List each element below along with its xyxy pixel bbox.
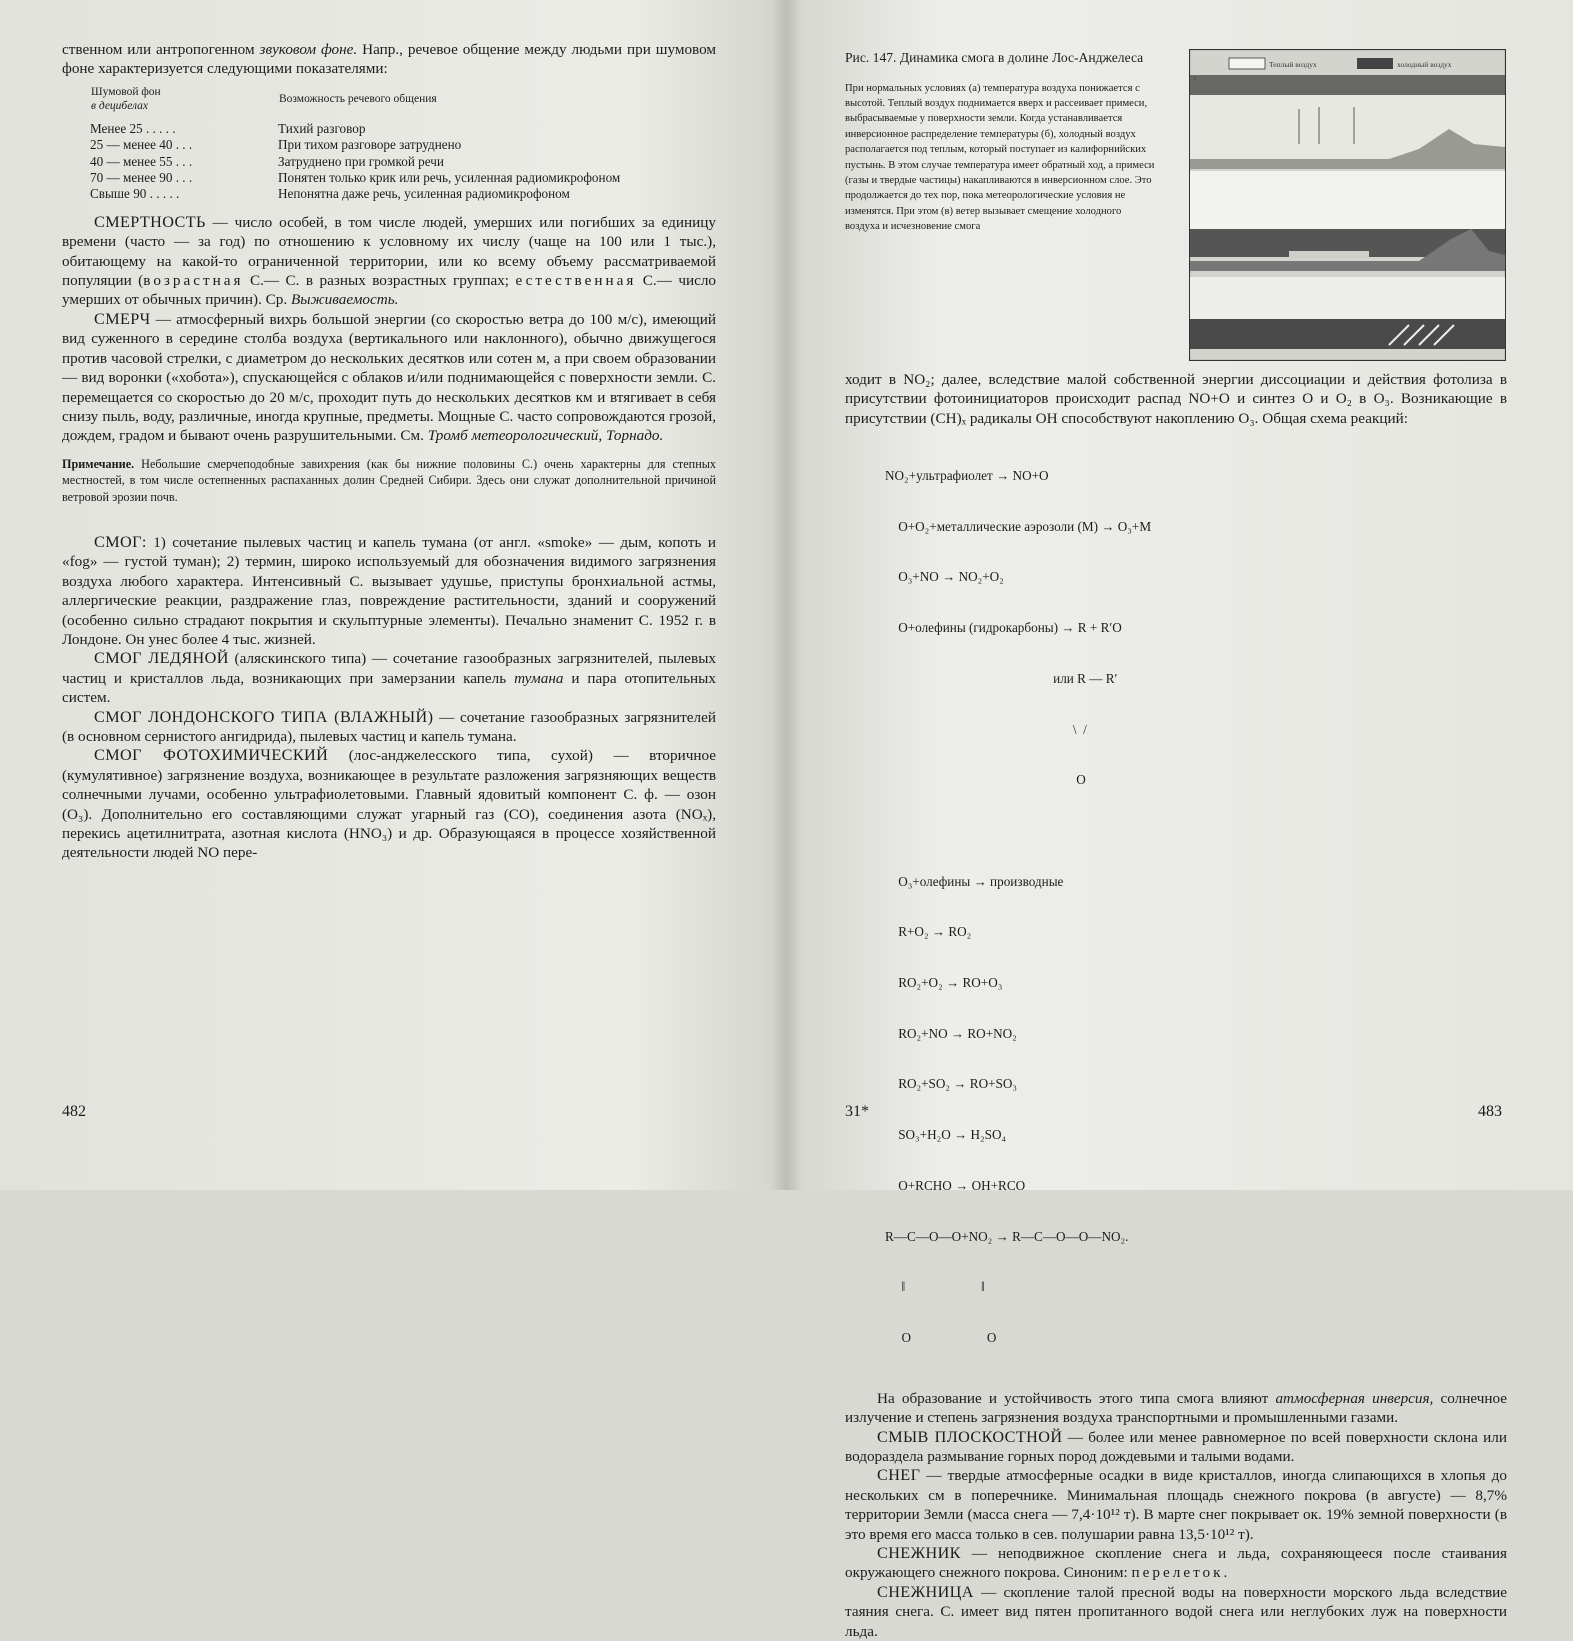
entry-smog-photo: СМОГ ФОТОХИМИЧЕСКИЙ (лос-анджелесского типа, сухой) — вторичное (кумулятивное) загрязнение воздуха, возникающее в результате разложения загрязняющих веществ солнечными лучами, особенно ультрафиолетовыми. Главный ядовитый компонент С. ф. — озон (O₃). Дополнительно его составляющими служат угарный газ (CO), соединения азота (NOₓ), перекись ацетилнитрата, азотная кислота (HNO₃) и др. Образующаяся в процессе хозяйственной деятельности людей NO пере-	[62, 746, 716, 862]
reaction-line: R+O₂ → RO₂	[885, 924, 972, 940]
page-number-left: 482	[62, 1103, 86, 1120]
reaction-line: RO₂+SO₂ → RO+SO₃	[885, 1076, 1017, 1092]
signature-mark: 31*	[845, 1103, 869, 1120]
entry-smog-ice: СМОГ ЛЕДЯНОЙ (аляскинского типа) — сочетание газообразных загрязнителей, пылевых частиц и кристаллов льда, возникающих при замерзании капель тумана и пара отопительных систем.	[62, 649, 716, 707]
figure-title: Рис. 147. Динамика смога в долине Лос-Анджелеса	[845, 50, 1144, 65]
inversion-paragraph: На образование и устойчивость этого типа смога влияют атмосферная инверсия, солнечное излучение и степень загрязнения воздуха транспортными и промышленными газами.	[845, 1389, 1507, 1427]
reaction-line: O O	[885, 1329, 997, 1345]
right-page	[845, 40, 1507, 1641]
entry-smog: СМОГ: 1) сочетание пылевых частиц и капель тумана (от англ. «smoke» — дым, копоть и «fog» — густой туман); 2) термин, широко используемый для обозначения видимого загрязнения воздуха любого характера. Интенсивный С. вызывает удушье, приступы бронхиальной астмы, аллергические реакции, раздражение глаз, повреждение растительности, зданий и сооружений (особенно сильно страдают покрытия и скульптурные элементы). Печально знаменит С. 1952 г. в Лондоне. Он унес более 4 тыс. жизней.	[62, 532, 716, 648]
entry-smog-london: СМОГ ЛОНДОНСКОГО ТИПА (ВЛАЖНЫЙ) — сочетание газообразных загрязнителей (в основном сернистого ангидрида), пылевых частиц и капель тумана.	[62, 707, 716, 745]
entry-sneznica: СНЕЖНИЦА — скопление талой пресной воды на поверхности морского льда вследствие таяния снега. С. имеет вид пятен пропитанного водой снега или неглубоких луж на поверхности льда.	[845, 1582, 1507, 1640]
reaction-line: NO₂+ультрафиолет → NO+O	[885, 468, 1049, 484]
reaction-intro: ходит в NO₂; далее, вследствие малой собственной энергии диссоциации и действия фотолиза в присутствии фотоинициаторов происходит распад NO+O и синтез O и O₂ в O₃. Возникающие в присутствии (CH)ₓ радикалы OH способствуют накоплению O₃. Общая схема реакций:	[845, 371, 1507, 427]
table-header-level: Шумовой фон в децибелах	[91, 85, 161, 112]
reaction-line: SO₃+H₂O → H₂SO₄	[885, 1127, 1007, 1143]
reaction-line: или R — R′	[885, 670, 1118, 686]
noise-table	[90, 84, 744, 203]
figure-caption	[845, 50, 1157, 235]
smog-dynamics-figure	[1189, 49, 1506, 361]
reaction-line: ‖ ‖	[885, 1279, 985, 1295]
figure-description: При нормальных условиях (а) температура воздуха понижается с высотой. Теплый воздух поднимается вверх и рассеивает примеси, выбрасываемые у поверхности земли. Когда устанавливается инверсионное распределение температуры (б), холодный воздух располагается под теплым, который поступает из калифорнийских пустынь. В этом случае температура имеет обратный ход, а примеси (газы и твердые частицы) накапливаются в инверсионном слое. Это продолжается до тех пор, пока метеорологические условия не изменятся. При этом (в) ветер вызывает смещение холодного воздуха и исчезновение смога	[845, 82, 1155, 233]
reaction-line	[885, 823, 1507, 840]
legend-warm-swatch	[1229, 58, 1265, 69]
intro-paragraph: ственном или антропогенном звуковом фоне. Напр., речевое общение между людьми при шумовом фоне характеризуется следующими показателями:	[62, 41, 717, 78]
left-page	[62, 40, 716, 863]
reaction-line: O₃+олефины → производные	[885, 873, 1064, 889]
figure-block	[845, 40, 1507, 370]
reaction-line: RO₂+O₂ → RO+O₃	[885, 975, 1003, 991]
reaction-line: R—C—O—O+NO₂ → R—C—O—O—NO₂.	[885, 1228, 1129, 1244]
note-paragraph: Примечание. Небольшие смерчеподобные завихрения (как бы нижние половины С.) очень характерны для степных местностей, в том числе остепненных распаханных долин Средней Сибири. Здесь они служат дополнительной причиной ветровой эрозии почв.	[62, 456, 716, 504]
legend-cold-label: холодный воздух	[1397, 60, 1452, 69]
reaction-line: RO₂+NO → RO+NO₂	[885, 1025, 1017, 1041]
table-row: Менее 25 . . . . . Тихий разговор	[90, 120, 366, 136]
reaction-line: O	[885, 772, 1086, 788]
reaction-line: O+олефины (гидрокарбоны) → R + R′O	[885, 620, 1122, 636]
table-row: 25 — менее 40 . . . При тихом разговоре затруднено	[90, 137, 462, 153]
legend-warm-label: Теплый воздух	[1269, 60, 1317, 69]
reaction-line: \ /	[885, 721, 1087, 737]
table-row: Свыше 90 . . . . . Непонятна даже речь, усиленная радиомикрофоном	[90, 186, 570, 202]
reaction-scheme	[885, 434, 1507, 1380]
reaction-line: O+RCHO → OH+RCO	[885, 1177, 1026, 1193]
reaction-line: O+O₂+металлические аэрозоли (M) → O₃+M	[885, 518, 1152, 534]
entry-smyv: СМЫВ ПЛОСКОСТНОЙ — более или менее равномерное по всей поверхности склона или водораздела размывание горных пород дождевыми и талыми водами.	[845, 1427, 1507, 1465]
table-row: 70 — менее 90 . . . Понятен только крик или речь, усиленная радиомикрофоном	[90, 170, 621, 186]
reaction-line: O₃+NO → NO₂+O₂	[885, 569, 1004, 585]
page-number-right: 483	[1478, 1103, 1502, 1120]
table-header-effect: Возможность речевого общения	[279, 92, 437, 105]
table-row: 40 — менее 55 . . . Затруднено при громкой речи	[90, 153, 444, 169]
legend-cold-swatch	[1357, 58, 1393, 69]
entry-sneg: СНЕГ — твердые атмосферные осадки в виде кристаллов, иногда слипающихся в хлопья до нескольких см в поперечнике. Минимальная площадь снежного покрова (в августе) — 8,7% территории Земли (масса снега — 7,4·10¹² т). В марте снег покрывает ок. 19% земной поверхности (в это время его масса только в сев. полушарии равна 13,5·10¹² т).	[845, 1466, 1507, 1543]
entry-smertnost: СМЕРТНОСТЬ — число особей, в том числе людей, умерших или погибших за единицу времени (часто — за год) по отношению к условному их числу (чаще на 100 или 1 тыс.), обитающему на какой-то ограниченной территории, или ко всему объему рассматриваемой популяции (возрастная С.— С. в разных возрастных группах; естественная С.— число умерших от обычных причин). Ср. Выживаемость.	[62, 212, 717, 309]
entry-sneznik: СНЕЖНИК — неподвижное скопление снега и льда, сохраняющееся после стаивания окружающего снежного покрова. Синоним: перелеток.	[845, 1543, 1507, 1582]
entry-smerch: СМЕРЧ — атмосферный вихрь большой энергии (со скоростью ветра до 100 м/с), имеющий вид суженного в середине столба воздуха (вертикального или наклонного), обычно движущегося против часовой стрелки, с диаметром до нескольких десятков или сотен м, а при своем образовании — вид воронки («хобота»), спускающейся с облаков и/или поднимающейся с поверхности земли. С. перемещается со скоростью до 20 м/с, проходит путь до нескольких десятков км и втягивает в себя снизу пыль, воду, различные, иногда крупные, предметы. Мощные С. часто сопровождаются грозой, дождем, градом и бывают очень разрушительными. См. Тромб метеорологический, Торнадо.	[62, 309, 716, 445]
